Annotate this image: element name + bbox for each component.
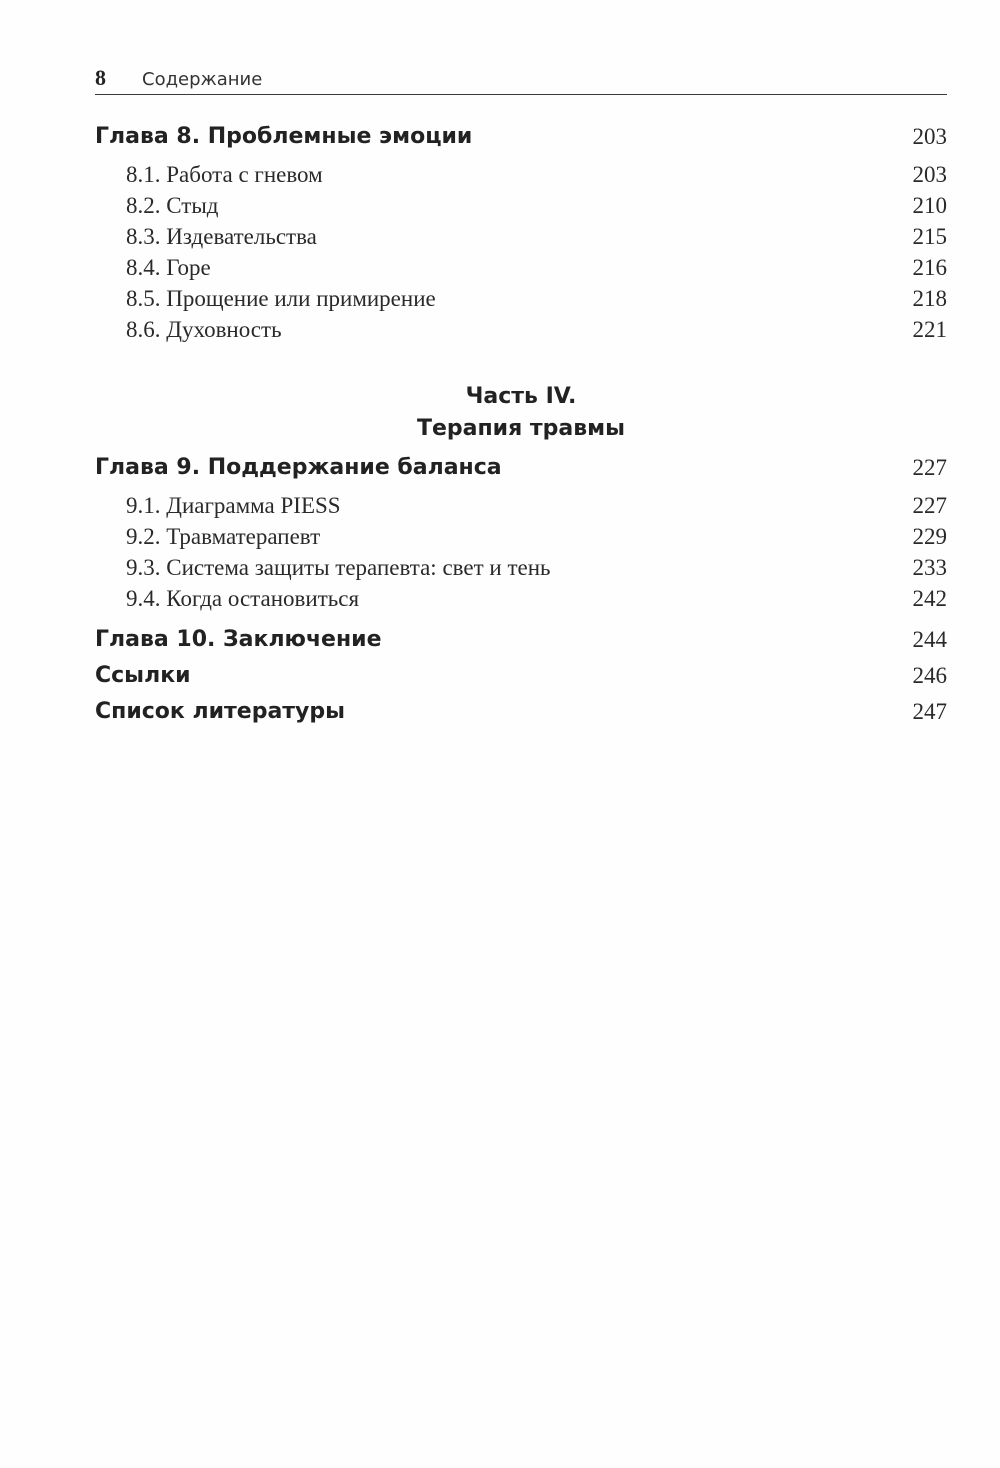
toc-entry-title: 8.1. Работа с гневом [126,162,323,187]
toc-chapter-8[interactable] [95,122,947,152]
toc-entry-title: 8.6. Духовность [126,317,282,342]
toc-section-8-4[interactable] [95,253,947,283]
toc-entry-page: 242 [912,586,947,611]
running-header [95,64,947,95]
toc-section-8-5[interactable] [95,284,947,314]
toc-section-8-2[interactable] [95,191,947,221]
toc-entry-title: Глава 10. Заключение [95,627,382,652]
toc-entry-title: Список литературы [95,699,346,724]
toc-section-9-2[interactable] [95,522,947,552]
toc-chapter-9[interactable] [95,453,947,483]
toc-entry-page: 227 [912,493,947,518]
toc-references[interactable] [95,661,947,691]
toc-section-9-3[interactable] [95,553,947,583]
toc-entry-page: 216 [912,255,947,280]
toc-entry-title: Глава 9. Поддержание баланса [95,455,502,480]
toc-section-9-1[interactable] [95,491,947,521]
toc-entry-title: 8.4. Горе [126,255,211,280]
toc-entry-title: 9.1. Диаграмма PIESS [126,493,341,518]
part-number: Часть IV. [465,384,577,409]
part-title: Терапия травмы [416,416,626,441]
part-heading[interactable] [95,381,947,445]
running-header-title: Содержание [142,69,263,90]
toc-chapter-10[interactable] [95,625,947,655]
toc-entry-page: 221 [912,317,947,342]
toc-bibliography[interactable] [95,697,947,727]
toc-entry-page: 218 [912,286,947,311]
toc-entry-page: 247 [912,699,947,724]
toc-entry-page: 203 [912,124,947,149]
toc-section-8-3[interactable] [95,222,947,252]
toc-section-8-1[interactable] [95,160,947,190]
toc-entry-page: 210 [912,193,947,218]
toc-entry-title: 8.2. Стыд [126,193,219,218]
toc-section-9-4[interactable] [95,584,947,614]
toc-entry-title: Ссылки [95,663,191,688]
toc-entry-page: 203 [912,162,947,187]
toc-entry-page: 215 [912,224,947,249]
toc-entry-title: 8.3. Издевательства [126,224,317,249]
page-number: 8 [95,65,106,90]
toc-section-8-6[interactable] [95,315,947,345]
toc-entry-page: 233 [912,555,947,580]
toc-entry-page: 229 [912,524,947,549]
toc-entry-title: 9.4. Когда остановиться [126,586,360,611]
toc-entry-title: 8.5. Прощение или примирение [126,286,436,311]
toc-entry-page: 246 [912,663,947,688]
toc-entry-title: 9.2. Травматерапевт [126,524,321,549]
toc-entry-page: 227 [912,455,947,480]
toc-entry-page: 244 [912,627,947,652]
toc-entry-title: Глава 8. Проблемные эмоции [95,124,473,149]
toc-entry-title: 9.3. Система защиты терапевта: свет и тень [126,555,551,580]
